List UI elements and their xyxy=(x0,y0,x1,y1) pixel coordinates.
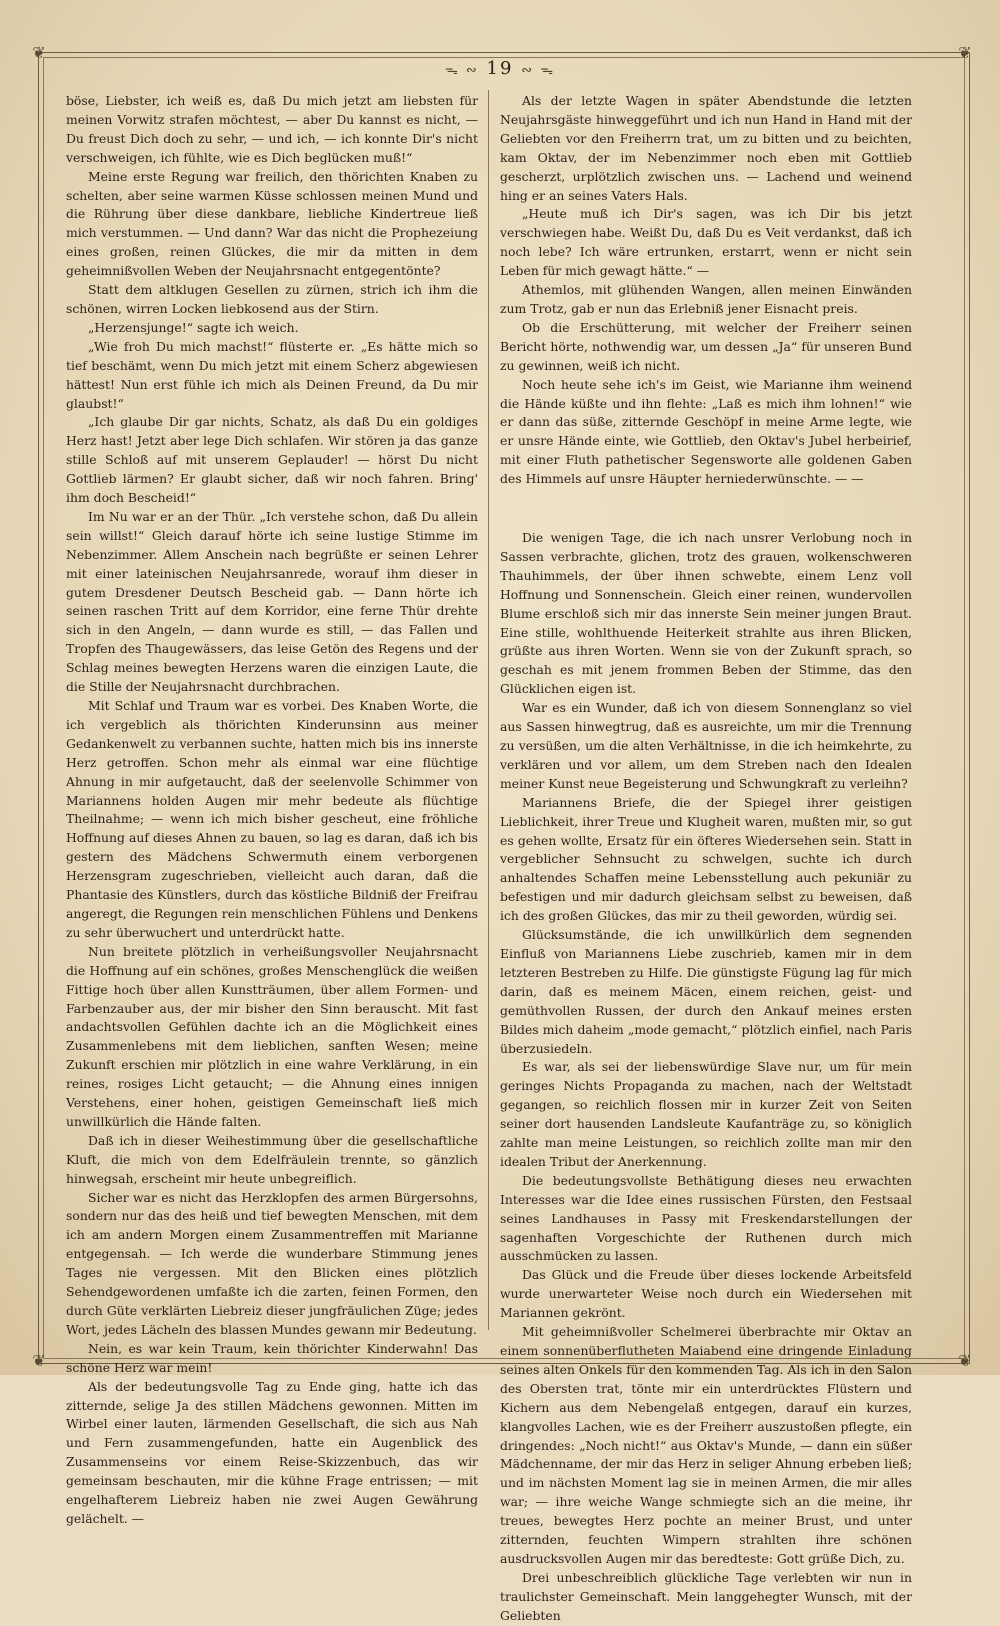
paragraph: Die bedeutungsvollste Bethätigung dieses neu erwachten Interesses war die Idee eines russischen Fürsten, den Festsaal seines Landhauses in Passy mit Freskendarstellungen der sagenhaften Vorgeschichte der Ruthenen durch mich ausschmücken zu lassen. xyxy=(500,1172,912,1264)
paragraph: Im Nu war er an der Thür. „Ich verstehe schon, daß Du allein sein willst!“ Gleich darauf hörte ich seine lustige Stimme im Nebenzimmer. Allem Anschein nach begrüßte er seinen Lehrer mit einer lateinischen Neujahrsanrede, worauf ihm dieser in gutem Dresdener Deutsch Bescheid gab. — Dann hörte ich seinen raschen Tritt auf dem Korridor, eine ferne Thür drehte sich in den Angeln, — dann wurde es still, — das Fallen und Tropfen des Thaugewässers, das leise Getön des Regens und der Schlag meines bewegten Herzens waren die einzigen Laute, die die Stille der Neujahrsnacht durchbrachen. xyxy=(66,508,478,695)
paragraph: „Heute muß ich Dir's sagen, was ich Dir bis jetzt verschwiegen habe. Weißt Du, daß Du es Veit verdankst, daß ich noch lebe? Ich wäre ertrunken, erstarrt, wenn er nicht sein Leben für mich gewagt hätte.“ — xyxy=(500,206,912,279)
paragraph: Es war, als sei der liebenswürdige Slave nur, um für mein geringes Nichts Propaganda zu machen, nach der Weltstadt gegangen, so reichlich flossen mir in kurzer Zeit von Seiten seiner dort hausenden Landsleute Kaufanträge zu, so königlich zahlte man meine Leistungen, so reichlich zollte man mir den idealen Tribut der Anerkennung. xyxy=(500,1059,912,1169)
right-column-block-1 xyxy=(500,92,912,489)
right-column xyxy=(500,92,912,1623)
page-number-header xyxy=(0,58,1000,79)
corner-ornament-icon: ❦ xyxy=(32,43,46,62)
paragraph: Glücksumstände, die ich unwillkürlich dem segnenden Einfluß von Mariannens Liebe zuschrieb, kamen mir in dem letzteren Bestreben zu Hilfe. Die günstigste Fügung lag für mich darin, daß es meinem Mäcen, einem reichen, geist- und gemüthvollen Russen, der durch den Ankauf meines ersten Bildes mich daheim „mode gemacht,“ plötzlich einfiel, nach Paris überzusiedeln. xyxy=(500,927,912,1056)
paragraph: „Herzensjunge!“ sagte ich weich. xyxy=(88,319,299,335)
paragraph: Meine erste Regung war freilich, den thörichten Knaben zu schelten, aber seine warmen Küsse schlossen meinen Mund und die Rührung über diese dankbare, liebliche Kindertreue ließ mich verstummen. — Und dann? War das nicht die Prophezeiung eines großen, reinen Glückes, die mir da mitten in dem geheimnißvollen Weben der Neujahrsnacht entgegentönte? xyxy=(66,168,478,279)
left-column xyxy=(66,92,478,1526)
corner-ornament-icon: ❦ xyxy=(958,43,972,62)
paragraph: Als der letzte Wagen in später Abendstunde die letzten Neujahrsgäste hinweggeführt und ich nun Hand in Hand mit der Geliebten vor den Freiherrn trat, um zu bitten und zu beichten, kam Oktav, der im Nebenzimmer noch eben mit Gottlieb gescherzt, urplötzlich zwischen uns. — Lachend und weinend hing er an seines Vaters Hals. xyxy=(500,93,912,203)
paragraph: Sicher war es nicht das Herzklopfen des armen Bürgersohns, sondern nur das des heiß und tief bewegten Menschen, mit dem ich am andern Morgen einem Zusammentreffen mit Marianne entgegensah. — Ich werde die wunderbare Stimmung jenes Tages nie vergessen. Mit den Blicken eines plötzlich Sehendgewordenen umfaßte ich die zarten, feinen Formen, den durch Güte verklärten Liebreiz dieser jungfräulichen Züge; jedes Wort, jedes Lächeln des blassen Mundes gewann mir Bedeutung. xyxy=(66,1189,478,1337)
corner-ornament-icon: ❦ xyxy=(32,1351,46,1370)
paragraph: Athemlos, mit glühenden Wangen, allen meinen Einwänden zum Trotz, gab er nun das Erlebniß jener Eisnacht preis. xyxy=(500,282,912,316)
paragraph: War es ein Wunder, daß ich von diesem Sonnenglanz so viel aus Sassen hinwegtrug, daß es ausreichte, um mir die Trennung zu versüßen, um die alten Verhältnisse, in die ich heimkehrte, zu verklären und vor allem, um dem Streben nach den Idealen meiner Kunst neue Begeisterung und Schwungkraft zu verleihn? xyxy=(500,700,912,791)
paragraph: Mit geheimnißvoller Schelmerei überbrachte mir Oktav an einem sonnenüberflutheten Maiabend eine dringende Einladung seines alten Onkels für den kommenden Tag. Als ich in den Salon des Obersten trat, tönte mir ein unterdrücktes Flüstern und Kichern aus dem Nebengelaß entgegen, darauf ein kurzes, klangvolles Lachen, wie es der Freiherr auszustoßen pflegte, ein dringendes: „Noch nicht!“ aus Oktav's Munde, — dann ein süßer Mädchenname, der mir das Herz in seliger Ahnung erbeben ließ; und im nächsten Moment lag sie in meinen Armen, die mir alles war; — ihre weiche Wange schmiegte sich an die meine, ihr treues, bewegtes Herz pochte an meiner Brust, und unter zitternden, feuchten Wimpern strahlten ihre schönen ausdrucksvollen Augen mir das beredteste: Gott grüße Dich, zu. xyxy=(500,1324,912,1566)
paragraph: Nun breitete plötzlich in verheißungsvoller Neujahrsnacht die Hoffnung auf ein schönes, großes Menschenglück die weißen Fittige hoch über allen Kunstträumen, über allem Formen- und Farbenzauber aus, der mir bisher den Sinn berauscht. Mit fast andachtsvollen Gefühlen dachte ich an die Möglichkeit eines Zusammenlebens mit dem lieblichen, sanften Wesen; meine Zukunft erschien mir plötzlich in eine wahre Verklärung, in ein reines, rosiges Licht getaucht; — die Ahnung eines innigen Verstehens, einer hohen, geistigen Gemeinschaft ließ mich unwillkürlich die Hände falten. xyxy=(66,943,478,1129)
paragraph: Daß ich in dieser Weihestimmung über die gesellschaftliche Kluft, die mich von dem Edelfräulein trennte, so gänzlich hinwegsah, erscheint mir heute unbegreiflich. xyxy=(66,1132,478,1186)
paragraph: Mariannens Briefe, die der Spiegel ihrer geistigen Lieblichkeit, ihrer Treue und Klugheit waren, mußten mir, so gut es gehen wollte, Ersatz für ein öfteres Wiedersehen sein. Statt in vergeblicher Sehnsucht zu schwelgen, suchte ich durch anhaltendes Schaffen meine Lebensstellung auch pekuniär zu befestigen und mir dadurch gleichsam selbst zu beweisen, daß ich des großen Glückes, das mir zu theil geworden, würdig sei. xyxy=(500,794,912,924)
paragraph: Statt dem altklugen Gesellen zu zürnen, strich ich ihm die schönen, wirren Locken liebkosend aus der Stirn. xyxy=(66,282,478,316)
paragraph: Als der bedeutungsvolle Tag zu Ende ging, hatte ich das zitternde, selige Ja des stillen Mädchens gewonnen. Mitten im Wirbel einer lauten, lärmenden Gesellschaft, die sich aus Nah und Fern zusammengefunden, hatte ein Augenblick des Zusammenseins vor einem Reise-Skizzenbuch, das wir gemeinsam beschauten, mir die kühne Frage entrissen; — mit engelhafterem Liebreiz haben nie zwei Augen Gewährung gelächelt. — xyxy=(66,1378,478,1526)
ornament-left-icon: ᯓ ∾ xyxy=(444,63,479,78)
paragraph: Ob die Erschütterung, mit welcher der Freiherr seinen Bericht hörte, nothwendig war, um dessen „Ja“ für unseren Bund zu gewinnen, weiß ich nicht. xyxy=(500,319,912,373)
page-number: 19 xyxy=(486,58,514,79)
paragraph: „Ich glaube Dir gar nichts, Schatz, als daß Du ein goldiges Herz hast! Jetzt aber lege Dich schlafen. Wir stören ja das ganze stille Schloß auf mit unserem Geplauder! — hörst Du nicht Gottlieb lärmen? Er glaubt sicher, daß wir noch fahren. Bring' ihm doch Bescheid!“ xyxy=(66,414,478,506)
paragraph: Die wenigen Tage, die ich nach unsrer Verlobung noch in Sassen verbrachte, glichen, trotz des grauen, wolkenschweren Thauhimmels, der über ihnen schwebte, einem Lenz voll Hoffnung und Sonnenschein. Gleich einer reinen, wundervollen Blume erschloß sich mir das innerste Sein meiner jungen Braut. Eine stille, wohlthuende Heiterkeit strahlte aus ihren Blicken, grüßte aus ihren Worten. Wenn sie von der Zukunft sprach, so geschah es mit jenem frommen Beben der Stimme, das den Glücklichen eigen ist. xyxy=(500,530,912,697)
paragraph: Das Glück und die Freude über dieses lockende Arbeitsfeld wurde unerwarteter Weise noch durch ein Wiedersehen mit Mariannen gekrönt. xyxy=(500,1267,912,1321)
paragraph: „Wie froh Du mich machst!“ flüsterte er. „Es hätte mich so tief beschämt, wenn Du mich jetzt mit einem Scherz abgewiesen hättest! Nun erst fühle ich mich als Deinen Freund, da Du mir glaubst!“ xyxy=(66,338,478,411)
paragraph: Noch heute sehe ich's im Geist, wie Marianne ihm weinend die Hände küßte und ihn flehte: „Laß es mich ihm lohnen!“ wie er dann das süße, zitternde Geschöpf in meine Arme legte, wie er unsre Hände einte, wie Gottlieb, den Oktav's Jubel herbeirief, mit einer Fluth pathetischer Segensworte alle goldenen Gaben des Himmels auf unsre Häupter herniederwünschte. — — xyxy=(500,376,912,487)
ornament-right-icon: ∾ ᯓ xyxy=(521,63,556,78)
paragraph: Drei unbeschreiblich glückliche Tage verlebten wir nun in traulichster Gemeinschaft. Mein langgehegter Wunsch, mit der Geliebten xyxy=(500,1569,912,1623)
paragraph: Mit Schlaf und Traum war es vorbei. Des Knaben Worte, die ich vergeblich als thörichten Kinderunsinn aus meiner Gedankenwelt zu verbannen suchte, hatten mich bis ins innerste Herz getroffen. Schon mehr als einmal war eine flüchtige Ahnung in mir aufgetaucht, daß der seelenvolle Schimmer von Mariannens holden Augen mir mehr bedeute als flüchtige Theilnahme; — wenn ich mich bisher gescheut, eine fröhliche Hoffnung auf dieses Ahnen zu bauen, so lag es daran, daß ich bis gestern des Mädchens Schwermuth einem verborgenen Herzensgram zugeschrieben, vielleicht auch daran, daß die Phantasie des Künstlers, durch das köstliche Bildniß der Freifrau angeregt, die Regungen rein menschlichen Fühlens und Denkens zu sehr überwuchert und unterdrückt hatte. xyxy=(66,698,478,940)
paragraph: böse, Liebster, ich weiß es, daß Du mich jetzt am liebsten für meinen Vorwitz strafen möchtest, — aber Du kannst es nicht, — Du freust Dich doch zu sehr, — und ich, — ich konnte Dir's nicht verschweigen, ich fühlte, wie es Dich beglücken muß!“ xyxy=(66,93,478,165)
column-divider xyxy=(488,90,489,1330)
right-column-block-2 xyxy=(500,529,912,1626)
paragraph: Nein, es war kein Traum, kein thörichter Kinderwahn! Das schöne Herz war mein! xyxy=(66,1340,478,1375)
corner-ornament-icon: ❦ xyxy=(958,1351,972,1370)
